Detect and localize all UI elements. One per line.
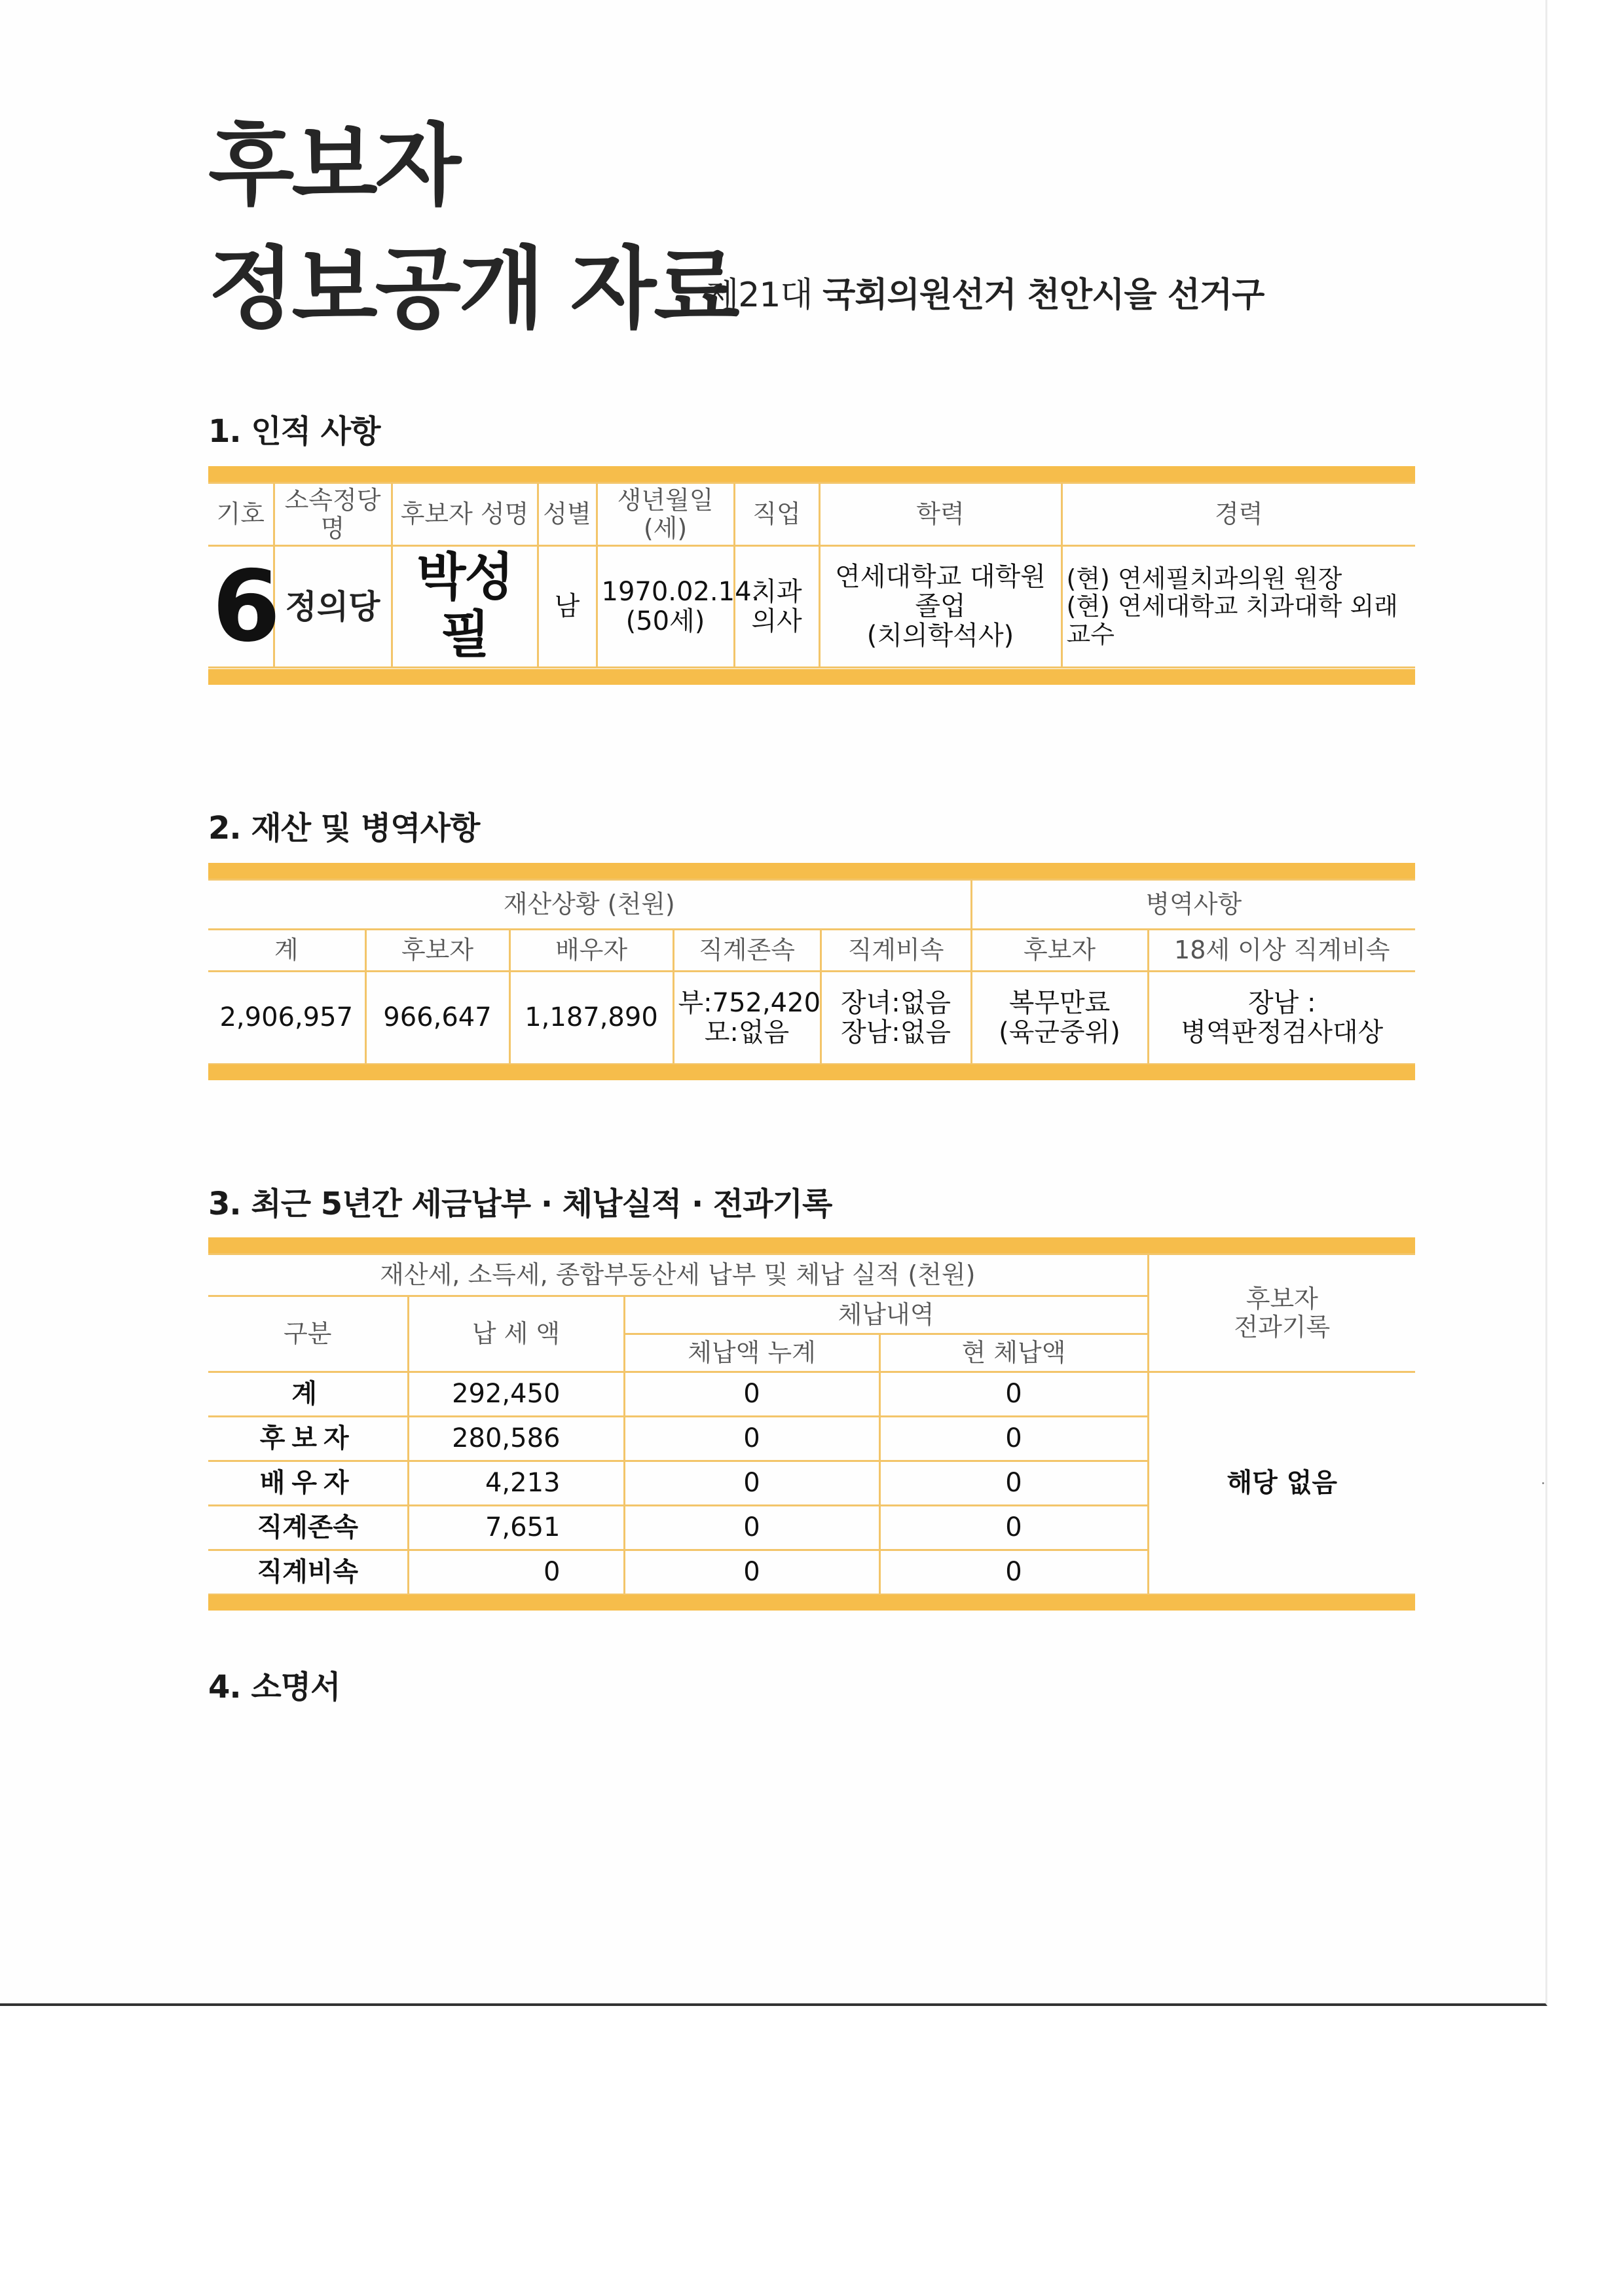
education-line-1: 연세대학교 대학원 졸업 [835,562,1046,622]
section2-title: 2. 재산 및 병역사항 [208,810,480,847]
header-arrears: 체납내역 [624,1296,1148,1334]
tax-row-current: 0 [879,1550,1148,1595]
career-line-2: (현) 연세대학교 치과대학 외래교수 [1066,592,1398,649]
birth-date: 1970.02.14. [601,576,760,607]
property-sub-header-row [208,930,1415,972]
tax-row [208,1372,1415,1417]
job-line-1: 치과 [751,576,802,607]
property-total: 2,906,957 [208,972,365,1065]
tax-header-row-1 [208,1254,1415,1296]
election-subtitle [706,267,1264,316]
mil-descendant-line-1: 장남 : [1248,987,1316,1018]
education-line-2: (치의학석사) [866,620,1014,651]
title-line-1: 후보자 [208,115,459,218]
property-header: 재산상황 (천원) [208,880,971,930]
military-header: 병역사항 [971,880,1415,930]
section1-top-band [208,466,1415,482]
title-line-2: 정보공개 자료 [208,238,737,341]
header-birth: 생년월일(세) [597,483,734,546]
header-education: 학력 [819,483,1061,546]
header-total: 계 [208,930,365,972]
tax-row-label: 직계비속 [208,1550,408,1595]
section2-bottom-band [208,1065,1415,1080]
tax-row-paid: 292,450 [408,1372,624,1417]
section3-title: 3. 최근 5년간 세금납부 · 체납실적 · 전과기록 [208,1186,832,1222]
tax-row-paid: 280,586 [408,1417,624,1461]
header-career: 경력 [1061,483,1415,546]
career-cell [1061,546,1415,668]
mil-descendant-line-2: 병역판정검사대상 [1181,1017,1384,1048]
property-spouse: 1,187,890 [509,972,673,1065]
section1-title: 1. 인적 사항 [208,413,380,450]
header-arrears-current: 현 체납액 [879,1334,1148,1372]
property-group-header-row [208,880,1415,930]
candidate-row [208,546,1415,668]
age: (50세) [625,606,705,636]
property-ascendant-line-2: 모:없음 [704,1017,790,1048]
header-mil-candidate: 후보자 [971,930,1148,972]
personal-info-table [208,482,1415,668]
tax-header: 재산세, 소득세, 종합부동산세 납부 및 체납 실적 (천원) [208,1254,1148,1296]
section1-bottom-band [208,669,1415,685]
subtitle-main: 국회의원선거 천안시을 선거구 [822,276,1264,315]
header-spouse: 배우자 [509,930,673,972]
tax-row-label: 배우자 [208,1461,408,1506]
mil-candidate-line-1: 복무만료 [1008,987,1111,1018]
section3-bottom-band [208,1595,1415,1611]
header-descendant: 직계비속 [821,930,971,972]
header-mil-descendant: 18세 이상 직계비속 [1148,930,1415,972]
section3-top-band [208,1237,1415,1253]
tax-row-paid: 4,213 [408,1461,624,1506]
property-descendant-line-1: 장녀:없음 [840,987,951,1018]
tax-row-cumulative: 0 [624,1461,879,1506]
property-ascendant-cell [673,972,821,1065]
tax-row-label: 직계존속 [208,1506,408,1550]
header-ascendant: 직계존속 [673,930,821,972]
tax-row-current: 0 [879,1372,1148,1417]
section4-title: 4. 소명서 [208,1669,341,1705]
criminal-record-header-line-2: 전과기록 [1234,1312,1331,1341]
subtitle-prefix: 제21대 [706,276,813,315]
property-ascendant-line-1: 부:752,420 [678,987,821,1018]
property-military-table [208,879,1415,1065]
candidate-name: 박성필 [392,546,538,668]
party-name: 정의당 [274,546,392,668]
tax-row-cumulative: 0 [624,1506,879,1550]
header-arrears-total: 체납액 누계 [624,1334,879,1372]
property-value-row [208,972,1415,1065]
career-line-1: (현) 연세필치과의원 원장 [1066,564,1342,593]
tax-row-cumulative: 0 [624,1417,879,1461]
criminal-record-value: 해당 없음 [1148,1372,1415,1595]
tax-row-label: 계 [208,1372,408,1417]
tax-row-label: 후보자 [208,1417,408,1461]
tax-row-paid: 7,651 [408,1506,624,1550]
criminal-record-header-line-1: 후보자 [1246,1284,1318,1313]
header-paid: 납 세 액 [408,1296,624,1372]
education-cell [819,546,1061,668]
header-name: 후보자 성명 [392,483,538,546]
tax-row-paid: 0 [408,1550,624,1595]
property-descendant-line-2: 장남:없음 [840,1017,951,1048]
mil-descendant-cell [1148,972,1415,1065]
header-party: 소속정당명 [274,483,392,546]
property-descendant-cell [821,972,971,1065]
scan-speck [1542,1482,1544,1484]
birth-date-cell [597,546,760,668]
section2-top-band [208,863,1415,879]
header-job: 직업 [734,483,819,546]
mil-candidate-cell [971,972,1148,1065]
criminal-record-header [1148,1254,1415,1372]
job-line-2: 의사 [751,606,802,636]
candidate-gender: 남 [538,546,597,668]
header-number: 기호 [208,483,274,546]
tax-record-table [208,1253,1415,1595]
personal-header-row [208,483,1415,546]
candidate-number: 6 [208,546,274,668]
header-category: 구분 [208,1296,408,1372]
tax-row-current: 0 [879,1506,1148,1550]
tax-row-cumulative: 0 [624,1372,879,1417]
tax-row-current: 0 [879,1461,1148,1506]
mil-candidate-line-2: (육군중위) [999,1017,1120,1048]
header-candidate: 후보자 [365,930,509,972]
property-candidate: 966,647 [365,972,509,1065]
tax-row-current: 0 [879,1417,1148,1461]
tax-row-cumulative: 0 [624,1550,879,1595]
header-gender: 성별 [538,483,597,546]
